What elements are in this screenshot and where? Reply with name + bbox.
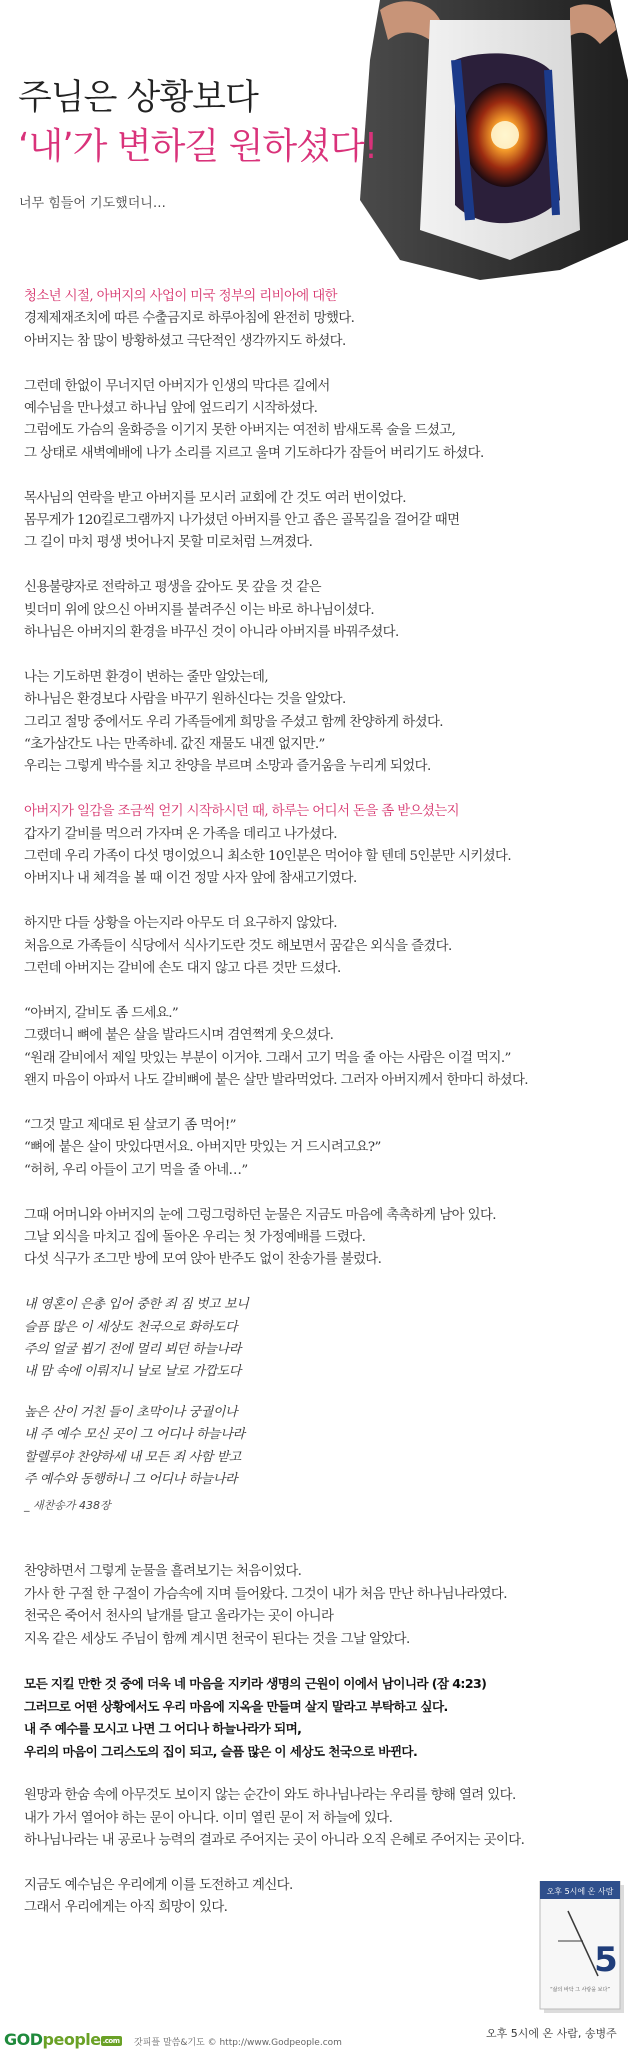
paragraph (24, 1673, 604, 1763)
paragraph (24, 801, 604, 891)
paragraph (24, 1115, 604, 1182)
subtitle: 너무 힘들어 기도했더니… (19, 196, 166, 211)
paragraph (24, 1003, 604, 1093)
paragraph (24, 286, 604, 353)
hymn-line: 슬픔 많은 이 세상도 천국으로 화하도다 (24, 1319, 238, 1335)
paragraph-line: 내 주 예수를 모시고 나면 그 어디나 하늘나라가 되며, (24, 1721, 302, 1737)
paragraph-line: 그럼에도 가슴의 울화증을 이기지 못한 아버지는 여전히 밤새도록 술을 드셨고, (24, 423, 456, 439)
hymn-line: 주 예수와 동행하니 그 어디나 하늘나라 (24, 1471, 238, 1487)
hymn-line: 내 영혼이 은총 입어 중한 죄 짐 벗고 보니 (24, 1297, 249, 1313)
article-body (24, 286, 604, 1942)
paragraph-line: 갑자기 갈비를 먹으러 가자며 온 가족을 데리고 나가셨다. (24, 826, 337, 842)
paragraph (24, 577, 604, 644)
hymn-verse-1 (24, 1294, 604, 1384)
paragraph-line: 아버지가 일감을 조금씩 얻기 시작하시던 때, 하루는 어디서 돈을 좀 받으셨는지 (24, 804, 459, 820)
footer-copyright[interactable]: 갓피플 말씀&기도 © http://www.Godpeople.com (134, 2038, 342, 2048)
article-paragraphs (24, 286, 604, 1272)
paragraph-line: 지옥 같은 세상도 주님이 함께 계시면 천국이 된다는 것을 그날 알았다. (24, 1631, 410, 1647)
hymn-line: 높은 산이 거친 들이 초막이나 궁궐이나 (24, 1404, 238, 1420)
paragraph (24, 1875, 604, 1920)
paragraph (24, 913, 604, 980)
paragraph-line: 그러므로 어떤 상황에서도 우리 마음에 지옥을 만들며 살지 말라고 부탁하고 싶다. (24, 1698, 448, 1714)
hymn-source: _ 새찬송가 438장 (24, 1499, 111, 1513)
paragraph-line: 그런데 우리 가족이 다섯 명이었으니 최소한 10인분은 먹어야 할 텐데 5인분만 시키셨다. (24, 849, 512, 865)
book-cover (538, 1881, 626, 2015)
hero-photo (360, 0, 628, 315)
paragraph-line: “뼈에 붙은 살이 맛있다면서요. 아버지만 맛있는 거 드시려고요?” (24, 1140, 381, 1156)
paragraph-line: 하지만 다들 상황을 아는지라 아무도 더 요구하지 않았다. (24, 916, 337, 932)
paragraph (24, 376, 604, 466)
article-closing-paragraphs (24, 1561, 604, 1919)
paragraph-line: 찬양하면서 그렇게 눈물을 흘려보기는 처음이었다. (24, 1564, 302, 1580)
paragraph-line: 몸무게가 120킬로그램까지 나가셨던 아버지를 안고 좁은 골목길을 걸어갈 때면 (24, 513, 460, 529)
paragraph-line: 그래서 우리에게는 아직 희망이 있다. (24, 1900, 228, 1916)
paragraph-line: 왠지 마음이 아파서 나도 갈비뼈에 붙은 살만 발라먹었다. 그러자 아버지께서 한마디 하셨다. (24, 1073, 528, 1089)
paragraph-line: 다섯 식구가 조그만 방에 모여 앉아 반주도 없이 찬송가를 불렀다. (24, 1252, 382, 1268)
paragraph-line: 지금도 예수님은 우리에게 이를 도전하고 계신다. (24, 1878, 293, 1894)
paragraph-line: 모든 지킬 만한 것 중에 더욱 네 마음을 지키라 생명의 근원이 이에서 남이니라 (잠 4:23) (24, 1676, 487, 1692)
paragraph-line: 하나님은 아버지의 환경을 바꾸신 것이 아니라 아버지를 바꿔주셨다. (24, 625, 399, 641)
paragraph-line: 우리는 그렇게 박수를 치고 찬양을 부르며 소망과 즐거움을 누리게 되었다. (24, 759, 431, 775)
paragraph-line: 천국은 죽어서 천사의 날개를 달고 올라가는 곳이 아니라 (24, 1609, 334, 1625)
paragraph (24, 1785, 604, 1852)
paragraph-line: “허허, 우리 아들이 고기 먹을 줄 아네…” (24, 1162, 248, 1178)
paragraph-line: 빚더미 위에 앉으신 아버지를 붙려주신 이는 바로 하나님이셨다. (24, 602, 374, 618)
hymn-line: 내 주 예수 모신 곳이 그 어디나 하늘나라 (24, 1427, 245, 1443)
paragraph-line: 내가 가서 열어야 하는 문이 아니다. 이미 열린 문이 저 하늘에 있다. (24, 1810, 393, 1826)
paragraph (24, 1205, 604, 1272)
paragraph (24, 1561, 604, 1651)
paragraph-line: 그날 외식을 마치고 집에 돌아온 우리는 첫 가정예배를 드렸다. (24, 1229, 366, 1245)
book-caption: 오후 5시에 온 사람, 송병주 (486, 2027, 617, 2040)
paragraph-line: 원망과 한숨 속에 아무것도 보이지 않는 순간이 와도 하나님나라는 우리를 향해 열려 있다. (24, 1788, 516, 1804)
paragraph-line: 그 상태로 새벽예배에 나가 소리를 지르고 울며 기도하다가 잠들어 버리기도 하셨다. (24, 445, 484, 461)
paragraph-line: “원래 갈비에서 제일 맛있는 부분이 이거야. 그래서 고기 먹을 줄 아는 사람은 이걸 먹지.” (24, 1050, 511, 1066)
hymn-line: 할렐루야 찬양하세 내 모든 죄 사함 받고 (24, 1449, 241, 1465)
logo-god: GOD (4, 2030, 43, 2049)
hymn-line: 주의 얼굴 뵙기 전에 멀리 뵈던 하늘나라 (24, 1341, 241, 1357)
paragraph-line: 우리의 마음이 그리스도의 집이 되고, 슬픔 많은 이 세상도 천국으로 바뀐다. (24, 1743, 418, 1759)
paragraph-line: “아버지, 갈비도 좀 드세요.” (24, 1005, 179, 1021)
paragraph (24, 667, 604, 779)
paragraph-line: 그랬더니 뼈에 붙은 살을 발라드시며 겸연쩍게 웃으셨다. (24, 1028, 334, 1044)
hymn-verse-2 (24, 1402, 604, 1492)
paragraph-line: 그런데 한없이 무너지던 아버지가 인생의 막다른 길에서 (24, 378, 330, 394)
paragraph-line: 그 길이 마치 평생 벗어나지 못할 미로처럼 느껴졌다. (24, 535, 313, 551)
paragraph-line: 하나님나라는 내 공로나 능력의 결과로 주어지는 곳이 아니라 오직 은혜로 주어지는 곳이다. (24, 1833, 525, 1849)
paragraph-line: 아버지나 내 체격을 볼 때 이건 정말 사자 앞에 참새고기였다. (24, 871, 357, 887)
logo-people: people (42, 2030, 101, 2049)
title-line-2: ‘내’가 변하길 원하셨다! (18, 126, 378, 167)
title-line-1: 주님은 상황보다 (18, 78, 258, 118)
paragraph-line: 그리고 절망 중에서도 우리 가족들에게 희망을 주셨고 함께 찬양하게 하셨다. (24, 714, 443, 730)
hero-banner (0, 0, 628, 315)
paragraph-line: 경제제재조치에 따른 수출금지로 하루아침에 완전히 망했다. (24, 311, 355, 327)
paragraph-line: 청소년 시절, 아버지의 사업이 미국 정부의 리비아에 대한 (24, 289, 337, 304)
paragraph-line: “초가삼간도 나는 만족하네. 값진 재물도 내겐 없지만.” (24, 737, 325, 753)
paragraph-line: 신용불량자로 전락하고 평생을 갚아도 못 갚을 것 같은 (24, 580, 321, 596)
paragraph-line: 목사님의 연락을 받고 아버지를 모시러 교회에 간 것도 여러 번이었다. (24, 490, 406, 506)
book-number: 5 (594, 1940, 618, 1980)
paragraph-line: 처음으로 가족들이 식당에서 식사기도란 것도 해보면서 꿈같은 외식을 즐겼다. (24, 938, 452, 954)
paragraph-line: 아버지는 참 많이 방황하셨고 극단적인 생각까지도 하셨다. (24, 333, 346, 349)
godpeople-logo[interactable] (4, 2030, 122, 2049)
paragraph-line: 예수님을 만나셨고 하나님 앞에 엎드리기 시작하셨다. (24, 401, 318, 417)
logo-com: .com (102, 2036, 120, 2045)
paragraph-line: 하나님은 환경보다 사람을 바꾸기 원하신다는 것을 알았다. (24, 692, 346, 708)
paragraph-line: 가사 한 구절 한 구절이 가슴속에 지며 들어왔다. 그것이 내가 처음 만난 하나님나라였다. (24, 1586, 507, 1602)
book-title: 오후 5시에 온 사람 (546, 1887, 614, 1896)
paragraph-line: “그것 말고 제대로 된 살코기 좀 먹어!” (24, 1117, 236, 1133)
book-tagline: “삶의 바닥 그 사랑을 보다” (550, 1987, 610, 1993)
paragraph-line: 그때 어머니와 아버지의 눈에 그렁그렁하던 눈물은 지금도 마음에 촉촉하게 남아 있다. (24, 1207, 496, 1223)
hymn-line: 내 맘 속에 이뤄지니 날로 날로 가깝도다 (24, 1364, 241, 1380)
paragraph-line: 나는 기도하면 환경이 변하는 줄만 알았는데, (24, 669, 268, 685)
paragraph-line: 그런데 아버지는 갈비에 손도 대지 않고 다른 것만 드셨다. (24, 961, 341, 977)
paragraph (24, 488, 604, 555)
